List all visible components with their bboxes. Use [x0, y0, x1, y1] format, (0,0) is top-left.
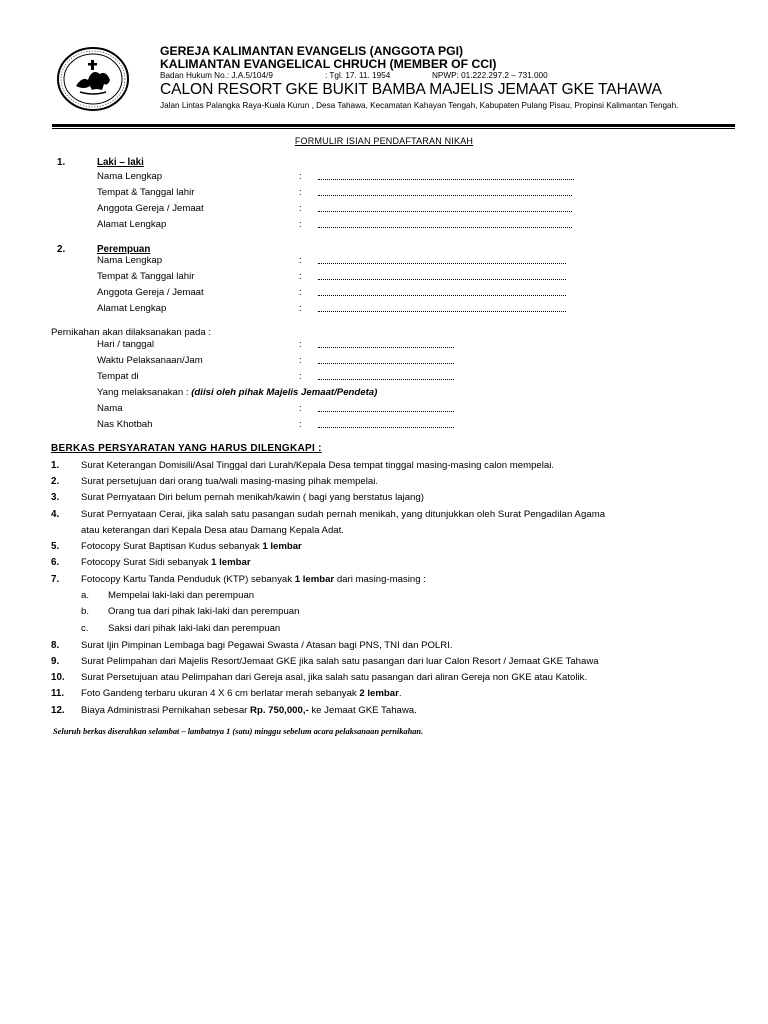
officiant-label: Yang melaksanakan : — [97, 387, 189, 398]
colon: : — [299, 203, 302, 214]
req-item-bold: 1 lembar — [211, 557, 251, 568]
header-rule-thick — [52, 124, 735, 127]
req-number: 6. — [51, 557, 60, 568]
form-title: FORMULIR ISIAN PENDAFTARAN NIKAH — [294, 136, 474, 146]
req-number: 9. — [51, 656, 60, 667]
sermon-text-field[interactable] — [318, 421, 454, 428]
ceremony-place-field[interactable] — [318, 373, 454, 380]
bride-church-field[interactable] — [318, 289, 566, 296]
ceremony-place-label: Tempat di — [97, 371, 139, 382]
req-item-text: Biaya Administrasi Pernikahan sebesar — [81, 705, 251, 716]
req-number: 2. — [51, 476, 60, 487]
bride-birth-field[interactable] — [318, 273, 566, 280]
bride-address-label: Alamat Lengkap — [97, 303, 167, 314]
req-item-text: Fotocopy Surat Sidi sebanyak — [81, 557, 212, 568]
groom-birth-label: Tempat & Tanggal lahir — [97, 187, 195, 198]
officiant-name-label: Nama — [97, 403, 123, 414]
colon: : — [299, 419, 302, 430]
req-number: 4. — [51, 509, 60, 520]
ceremony-time-field[interactable] — [318, 357, 454, 364]
badan-hukum: Badan Hukum No.: J.A.5/104/9 — [160, 71, 273, 80]
sermon-text-label: Nas Khotbah — [97, 419, 153, 430]
req-item: Surat Pelimpahan dari Majelis Resort/Jemaat GKE jika salah satu pasangan dari luar Calon Resort / Jemaat GKE Tahawa — [81, 656, 599, 667]
section-heading-groom: Laki – laki — [97, 157, 144, 168]
church-seal-logo — [56, 46, 130, 112]
sub-item-text: Mempelai laki-laki dan perempuan — [108, 590, 255, 601]
sub-item-text: Saksi dari pihak laki-laki dan perempuan — [108, 623, 281, 634]
groom-address-label: Alamat Lengkap — [97, 219, 167, 230]
colon: : — [299, 287, 302, 298]
bride-name-label: Nama Lengkap — [97, 255, 163, 266]
colon: : — [299, 271, 302, 282]
req-number: 7. — [51, 574, 60, 585]
colon: : — [299, 339, 302, 350]
ceremony-time-label: Waktu Pelaksanaan/Jam — [97, 355, 203, 366]
groom-church-label: Anggota Gereja / Jemaat — [97, 203, 204, 214]
req-item: Surat Ijin Pimpinan Lembaga bagi Pegawai Swasta / Atasan bagi PNS, TNI dan POLRI. — [81, 640, 453, 651]
officiant-line — [97, 387, 377, 398]
req-item-bold: 1 lembar — [262, 541, 302, 552]
ceremony-date-label: Hari / tanggal — [97, 339, 155, 350]
req-item: Surat Persetujuan atau Pelimpahan dari Gereja asal, jika salah satu pasangan dari aliran Gereja non GKE atau Katolik. — [81, 672, 588, 683]
groom-name-label: Nama Lengkap — [97, 171, 163, 182]
sub-item-letter: c. — [81, 623, 89, 634]
sub-item-letter: b. — [81, 606, 90, 617]
req-item-text: Fotocopy Surat Baptisan Kudus sebanyak — [81, 541, 263, 552]
groom-name-field[interactable] — [318, 173, 574, 180]
req-item — [81, 688, 402, 699]
congregation-title: CALON RESORT GKE BUKIT BAMBA MAJELIS JEMAAT GKE TAHAWA — [160, 81, 662, 98]
req-number: 1. — [51, 460, 60, 471]
bride-birth-label: Tempat & Tanggal lahir — [97, 271, 195, 282]
colon: : — [299, 355, 302, 366]
bride-church-label: Anggota Gereja / Jemaat — [97, 287, 204, 298]
section-heading-bride: Perempuan — [97, 244, 151, 255]
colon: : — [299, 187, 302, 198]
colon: : — [299, 371, 302, 382]
req-item-text: Foto Gandeng terbaru ukuran 4 X 6 cm berlatar merah sebanyak — [81, 688, 360, 699]
sub-item-text: Orang tua dari pihak laki-laki dan perempuan — [108, 606, 300, 617]
req-item-bold: 2 lembar — [359, 688, 399, 699]
groom-address-field[interactable] — [318, 221, 572, 228]
req-item: Surat Keterangan Domisili/Asal Tinggal dari Lurah/Kepala Desa tempat tinggal masing-masing calon mempelai. — [81, 460, 555, 471]
req-item — [81, 541, 302, 552]
colon: : — [299, 403, 302, 414]
colon: : — [299, 303, 302, 314]
req-item: Surat Pernyataan Cerai, jika salah satu pasangan sudah pernah menikah, yang ditunjukkan oleh Surat Pengadilan Agama — [81, 509, 606, 520]
req-item-text: Fotocopy Kartu Tanda Penduduk (KTP) sebanyak — [81, 574, 295, 585]
header-rule-thin — [52, 128, 735, 129]
req-item-continued: atau keterangan dari Kepala Desa atau Damang Kepala Adat. — [81, 525, 344, 536]
groom-birth-field[interactable] — [318, 189, 572, 196]
church-name-en: KALIMANTAN EVANGELICAL CHRUCH (MEMBER OF CCI) — [160, 57, 497, 71]
req-item-bold: Rp. 750,000,- — [250, 705, 309, 716]
colon: : — [299, 255, 302, 266]
req-number: 8. — [51, 640, 60, 651]
requirements-title: BERKAS PERSYARATAN YANG HARUS DILENGKAPI : — [51, 443, 322, 454]
church-address: Jalan Lintas Palangka Raya-Kuala Kurun , Desa Tahawa, Kecamatan Kahayan Tengah, Kabupaten Pulang Pisau, Propinsi Kalimantan Tengah. — [160, 101, 679, 110]
req-item: Surat persetujuan dari orang tua/wali masing-masing pihak mempelai. — [81, 476, 379, 487]
req-number: 12. — [51, 705, 65, 716]
section-number-bride: 2. — [57, 244, 66, 255]
groom-church-field[interactable] — [318, 205, 572, 212]
req-number: 5. — [51, 541, 60, 552]
officiant-note: (diisi oleh pihak Majelis Jemaat/Pendeta) — [191, 387, 378, 398]
req-number: 3. — [51, 492, 60, 503]
sub-item-letter: a. — [81, 590, 90, 601]
req-item-bold: 1 lembar — [294, 574, 335, 585]
officiant-name-field[interactable] — [318, 405, 454, 412]
legal-date: : Tgl. 17. 11. 1954 — [325, 71, 391, 80]
npwp-number: NPWP: 01.222.297.2 – 731.000 — [432, 71, 548, 80]
church-name-id: GEREJA KALIMANTAN EVANGELIS (ANGGOTA PGI) — [160, 44, 464, 58]
req-item — [81, 705, 417, 716]
ceremony-date-field[interactable] — [318, 341, 454, 348]
req-item: Surat Pernyataan Diri belum pernah menikah/kawin ( bagi yang berstatus lajang) — [81, 492, 424, 503]
colon: : — [299, 219, 302, 230]
req-item — [81, 557, 251, 568]
closing-note: Seluruh berkas diserahkan selambat – lambatnya 1 (satu) minggu sebelum acara pelaksanaan pernikahan. — [53, 727, 424, 736]
req-item-text-after: dari masing-masing : — [334, 574, 426, 585]
bride-address-field[interactable] — [318, 305, 566, 312]
ceremony-intro: Pernikahan akan dilaksanakan pada : — [51, 327, 212, 338]
section-number-groom: 1. — [57, 157, 66, 168]
req-item — [81, 574, 426, 585]
bride-name-field[interactable] — [318, 257, 566, 264]
req-item-text-after: . — [398, 688, 402, 699]
req-number: 11. — [51, 688, 65, 699]
colon: : — [299, 171, 302, 182]
req-number: 10. — [51, 672, 65, 683]
req-item-text-after: ke Jemaat GKE Tahawa. — [308, 705, 417, 716]
